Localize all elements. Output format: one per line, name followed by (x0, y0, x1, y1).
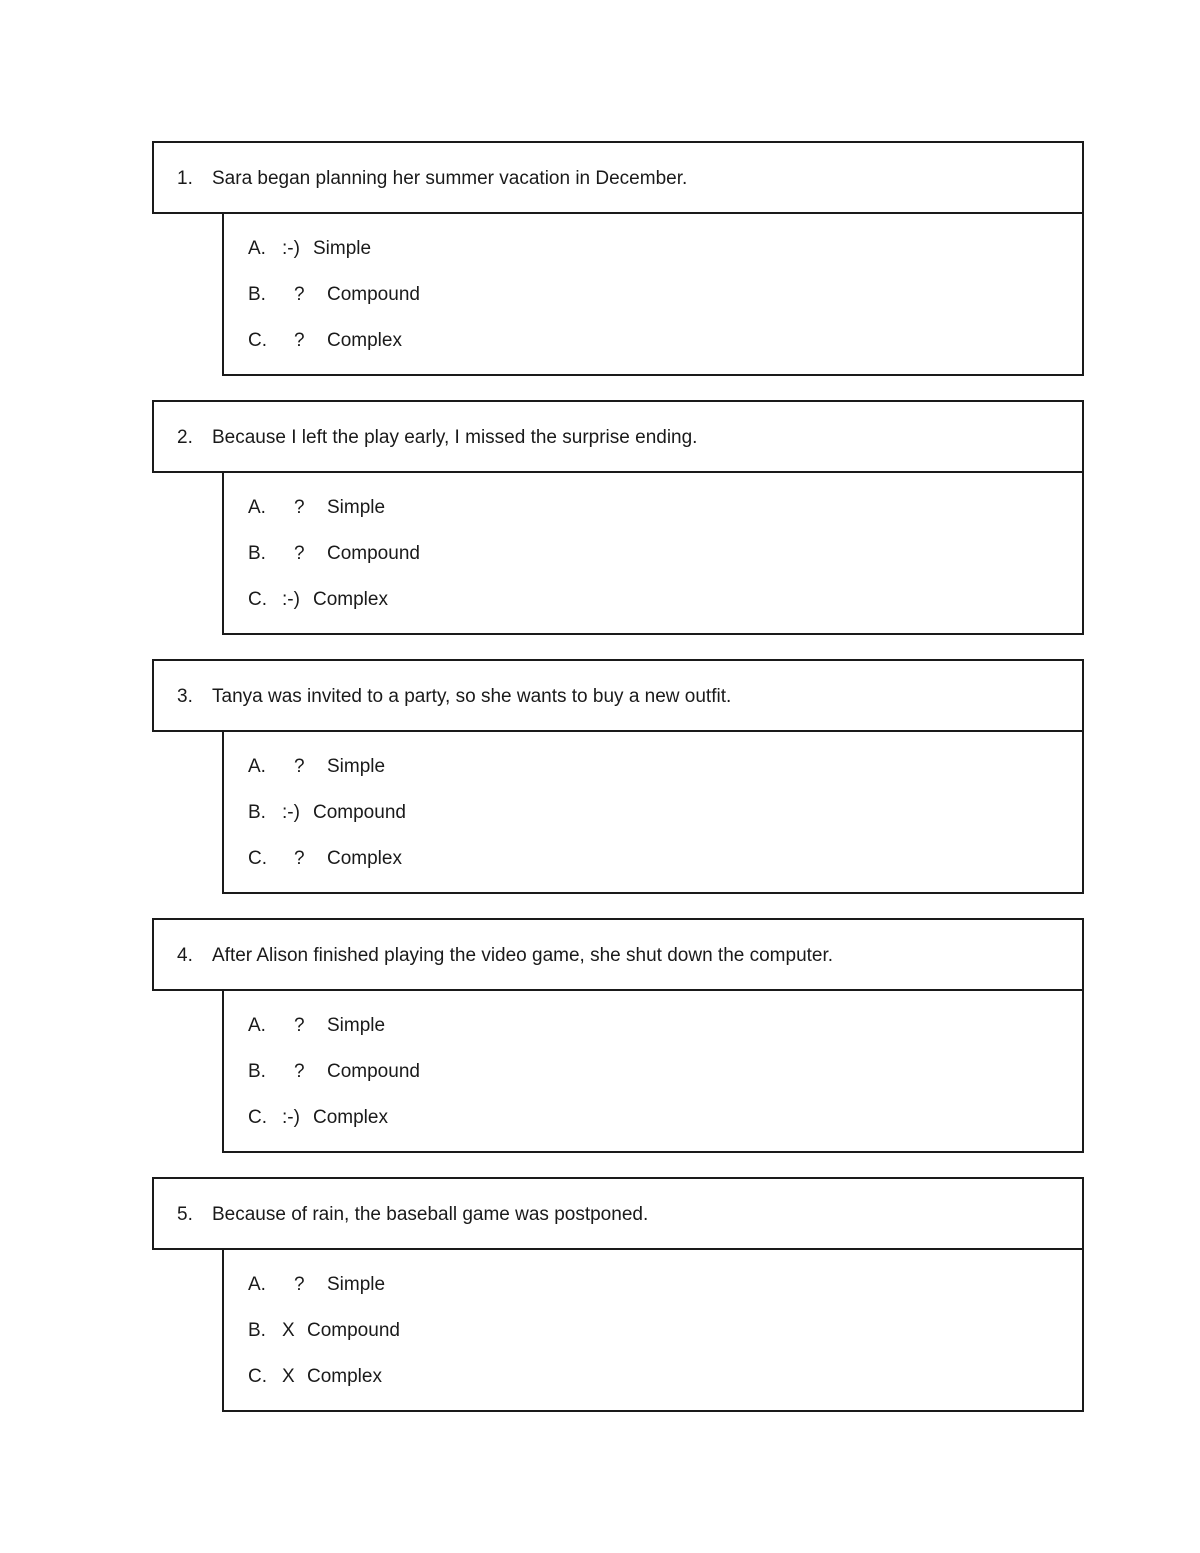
question-text: After Alison finished playing the video game, she shut down the computer. (212, 945, 834, 966)
option-label: Compound (327, 284, 420, 305)
question-5 (152, 1177, 1084, 1413)
option-mark: ? (294, 756, 305, 777)
option-label: Complex (313, 1107, 388, 1128)
option-mark: ? (294, 848, 305, 869)
question-prompt-box (152, 141, 1084, 214)
answer-option-c[interactable] (224, 588, 1082, 612)
question-number: 1. (177, 168, 193, 189)
answer-option-b[interactable] (224, 801, 1082, 825)
option-letter: B. (248, 1320, 266, 1341)
question-1 (152, 141, 1084, 377)
question-prompt-box (152, 1177, 1084, 1250)
question-text: Sara began planning her summer vacation in December. (212, 168, 688, 189)
option-letter: C. (248, 848, 267, 869)
answer-option-c[interactable] (224, 329, 1082, 353)
question-number: 3. (177, 686, 193, 707)
answer-option-a[interactable] (224, 755, 1082, 779)
option-letter: A. (248, 1015, 266, 1036)
question-number: 2. (177, 427, 193, 448)
question-text: Because I left the play early, I missed the surprise ending. (212, 427, 698, 448)
answer-option-b[interactable] (224, 283, 1082, 307)
option-letter: C. (248, 330, 267, 351)
option-label: Compound (313, 802, 406, 823)
option-mark: ? (294, 1274, 305, 1295)
question-prompt-box (152, 659, 1084, 732)
option-letter: B. (248, 802, 266, 823)
option-mark: :-) (282, 802, 300, 823)
option-mark: ? (294, 1015, 305, 1036)
answer-option-a[interactable] (224, 1273, 1082, 1297)
question-prompt-box (152, 918, 1084, 991)
option-mark: :-) (282, 1107, 300, 1128)
answer-options-box (222, 471, 1084, 635)
question-2 (152, 400, 1084, 636)
question-3 (152, 659, 1084, 895)
option-letter: A. (248, 238, 266, 259)
answer-options-box (222, 212, 1084, 376)
option-letter: B. (248, 284, 266, 305)
option-label: Simple (327, 1015, 386, 1036)
option-label: Simple (327, 497, 386, 518)
option-letter: A. (248, 497, 266, 518)
option-mark: ? (294, 1061, 305, 1082)
answer-option-a[interactable] (224, 237, 1082, 261)
option-label: Simple (327, 1274, 386, 1295)
answer-option-b[interactable] (224, 542, 1082, 566)
option-letter: A. (248, 1274, 266, 1295)
question-text: Tanya was invited to a party, so she wants to buy a new outfit. (212, 686, 732, 707)
option-letter: B. (248, 1061, 266, 1082)
answer-option-c[interactable] (224, 847, 1082, 871)
option-mark: :-) (282, 589, 300, 610)
question-prompt-box (152, 400, 1084, 473)
option-letter: B. (248, 543, 266, 564)
option-label: Simple (313, 238, 372, 259)
option-label: Compound (327, 1061, 420, 1082)
option-label: Compound (307, 1320, 400, 1341)
question-number: 4. (177, 945, 193, 966)
answer-option-b[interactable] (224, 1060, 1082, 1084)
option-mark: ? (294, 284, 305, 305)
answer-option-a[interactable] (224, 496, 1082, 520)
option-mark: X (282, 1320, 295, 1341)
answer-option-a[interactable] (224, 1014, 1082, 1038)
question-list (152, 141, 1084, 1413)
option-letter: C. (248, 1366, 267, 1387)
option-label: Simple (327, 756, 386, 777)
question-4 (152, 918, 1084, 1154)
question-text: Because of rain, the baseball game was postponed. (212, 1204, 649, 1225)
option-mark: ? (294, 330, 305, 351)
option-label: Complex (327, 330, 402, 351)
answer-option-b[interactable] (224, 1319, 1082, 1343)
option-mark: ? (294, 497, 305, 518)
question-number: 5. (177, 1204, 193, 1225)
answer-options-box (222, 1248, 1084, 1412)
option-letter: C. (248, 589, 267, 610)
option-label: Complex (327, 848, 402, 869)
answer-option-c[interactable] (224, 1106, 1082, 1130)
answer-options-box (222, 989, 1084, 1153)
option-label: Complex (313, 589, 388, 610)
option-letter: A. (248, 756, 266, 777)
answer-options-box (222, 730, 1084, 894)
option-mark: X (282, 1366, 295, 1387)
option-mark: :-) (282, 238, 300, 259)
option-label: Complex (307, 1366, 382, 1387)
answer-option-c[interactable] (224, 1365, 1082, 1389)
option-letter: C. (248, 1107, 267, 1128)
option-mark: ? (294, 543, 305, 564)
option-label: Compound (327, 543, 420, 564)
